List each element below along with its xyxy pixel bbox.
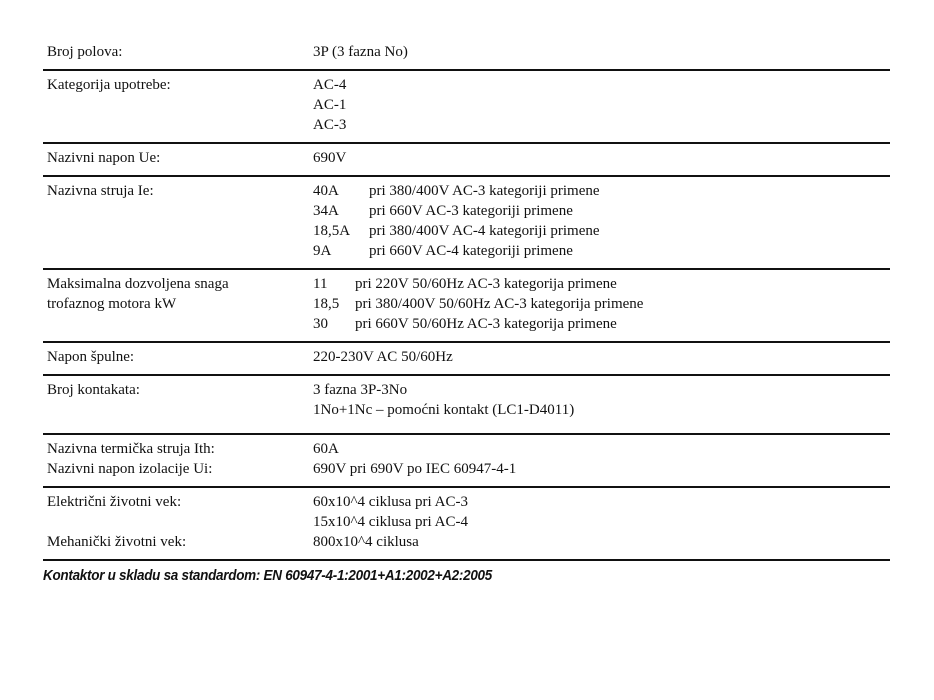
condition: pri 660V AC-4 kategoriji primene — [369, 243, 573, 259]
row-nazivni-napon — [43, 144, 890, 177]
value-line — [313, 294, 890, 314]
row-label — [47, 75, 307, 95]
amount: 9A — [313, 243, 332, 259]
row-label — [47, 42, 307, 62]
condition: pri 380/400V 50/60Hz AC-3 kategorija primene — [355, 296, 644, 312]
label-line: Broj polova: — [47, 44, 123, 60]
row-value — [313, 380, 890, 420]
row-value — [313, 274, 890, 334]
amount: 18,5 — [313, 296, 340, 312]
row-label — [47, 274, 307, 314]
amount: 18,5A — [313, 223, 351, 239]
row-broj-kontakata — [43, 376, 890, 435]
value-line: AC-1 — [313, 97, 347, 113]
row-value — [313, 181, 890, 261]
row-value — [313, 42, 890, 62]
value-line: 1No+1Nc – pomoćni kontakt (LC1-D4011) — [313, 402, 575, 418]
value-line: 3 fazna 3P-3No — [313, 382, 408, 398]
amount: 11 — [313, 276, 328, 292]
value-line: 60x10^4 ciklusa pri AC-3 — [313, 494, 468, 510]
value-line — [313, 274, 890, 294]
amount: 34A — [313, 203, 339, 219]
value-line: 60A — [313, 441, 339, 457]
value-line: 220-230V AC 50/60Hz — [313, 349, 453, 365]
row-label — [47, 439, 307, 479]
condition: pri 380/400V AC-3 kategoriji primene — [369, 183, 600, 199]
value-line: 3P (3 fazna No) — [313, 44, 408, 60]
row-value — [313, 439, 890, 479]
condition: pri 220V 50/60Hz AC-3 kategorija primene — [355, 276, 617, 292]
value-line: 800x10^4 ciklusa — [313, 534, 419, 550]
row-maksimalna-snaga — [43, 270, 890, 343]
row-value — [313, 75, 890, 135]
row-label — [47, 380, 307, 400]
row-napon-spulne — [43, 343, 890, 376]
label-line: Nazivna termička struja Ith: — [47, 441, 215, 457]
value-line — [313, 221, 890, 241]
amount: 30 — [313, 316, 328, 332]
label-line: Mehanički životni vek: — [47, 534, 187, 550]
label-line: Broj kontakata: — [47, 382, 140, 398]
row-broj-polova — [43, 38, 890, 71]
spec-table — [43, 38, 890, 561]
label-line: trofaznog motora kW — [47, 296, 177, 312]
row-value — [313, 492, 890, 552]
value-line: 690V — [313, 150, 347, 166]
value-line — [313, 241, 890, 261]
value-line: AC-4 — [313, 77, 347, 93]
label-line: Napon špulne: — [47, 349, 135, 365]
condition: pri 660V 50/60Hz AC-3 kategorija primene — [355, 316, 617, 332]
row-zivotni-vek — [43, 488, 890, 561]
value-line — [313, 181, 890, 201]
row-label — [47, 492, 307, 552]
row-value — [313, 347, 890, 367]
row-kategorija-upotrebe — [43, 71, 890, 144]
amount: 40A — [313, 183, 339, 199]
label-line: Nazivni napon izolacije Ui: — [47, 461, 213, 477]
row-termicka-struja — [43, 435, 890, 488]
label-line: Električni životni vek: — [47, 494, 182, 510]
condition: pri 380/400V AC-4 kategoriji primene — [369, 223, 600, 239]
row-nazivna-struja — [43, 177, 890, 270]
standard-compliance-note: Kontaktor u skladu sa standardom: EN 60947-4-1:2001+A1:2002+A2:2005 — [43, 568, 493, 584]
row-value — [313, 148, 890, 168]
value-line — [313, 314, 890, 334]
row-label — [47, 148, 307, 168]
row-label — [47, 347, 307, 367]
value-line — [313, 201, 890, 221]
condition: pri 660V AC-3 kategoriji primene — [369, 203, 573, 219]
row-label — [47, 181, 307, 201]
value-line: 690V pri 690V po IEC 60947-4-1 — [313, 461, 517, 477]
value-line: AC-3 — [313, 117, 347, 133]
label-line: Nazivna struja Ie: — [47, 183, 154, 199]
label-line: Maksimalna dozvoljena snaga — [47, 276, 229, 292]
label-line: Nazivni napon Ue: — [47, 150, 161, 166]
value-line: 15x10^4 ciklusa pri AC-4 — [313, 514, 468, 530]
label-line: Kategorija upotrebe: — [47, 77, 171, 93]
